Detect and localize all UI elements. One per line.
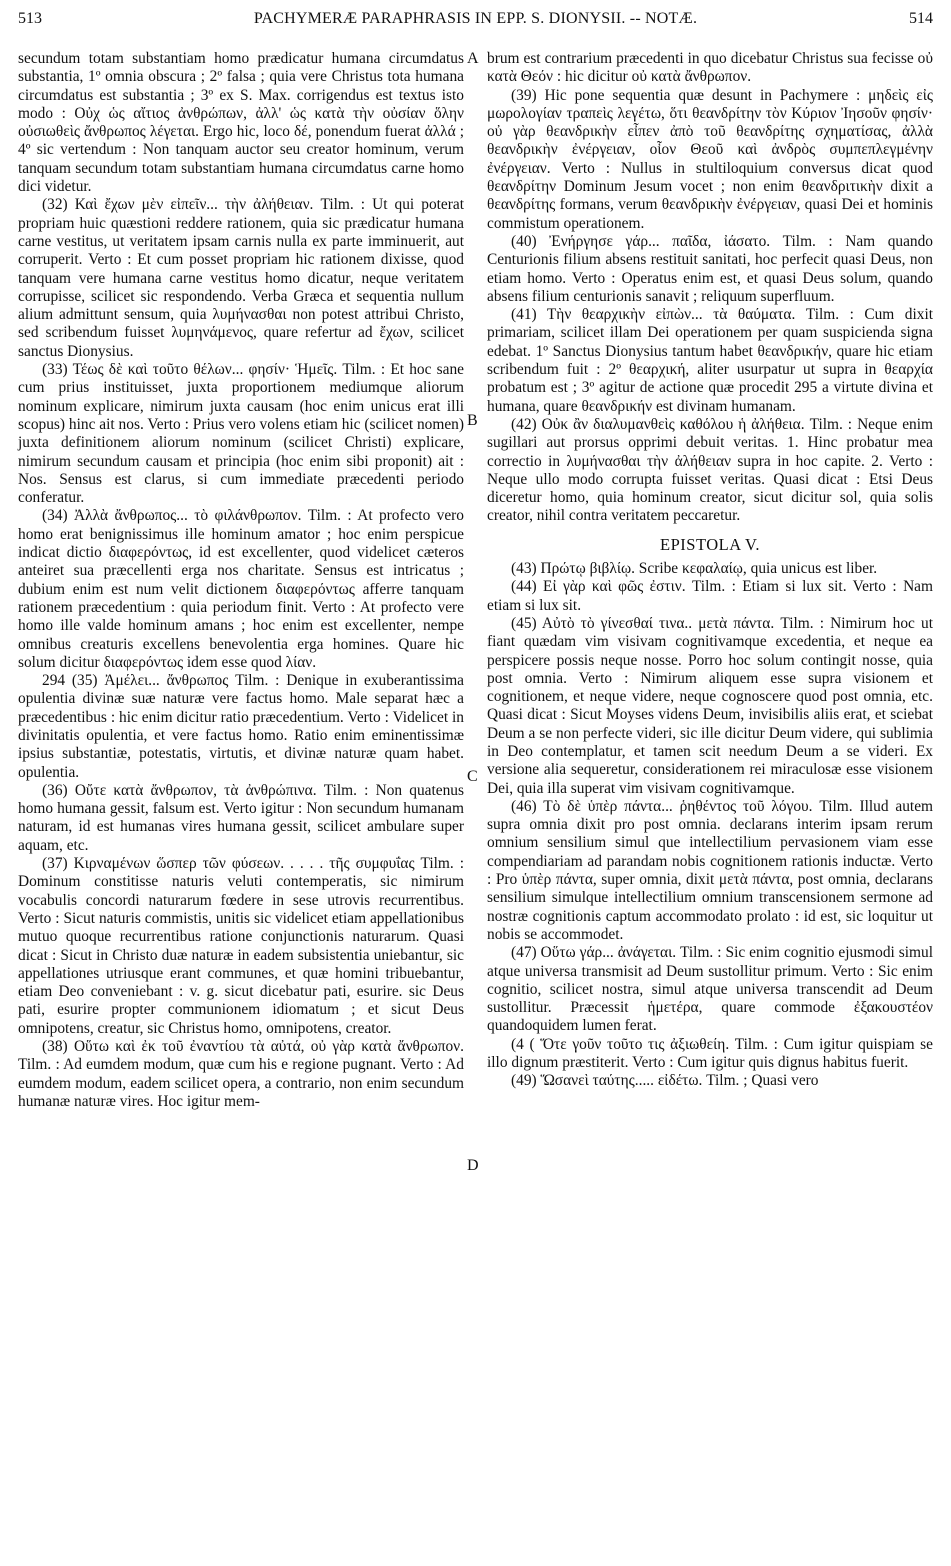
note-paragraph: (44) Εἰ γὰρ καὶ φῶς ἐστιν. Tilm. : Etiam si lux sit. Verto : Nam etiam si lux sit. bbox=[487, 578, 933, 614]
note-paragraph: (37) Κιρναμένων ὥσπερ τῶν φύσεων. . . . . τῆς συμφυΐας Tilm. : Dominum constitisse naturis veluti contemperatis, sic nimirum vocabulis concordi naturarum fœdere in sese utrovis recurrentibus. Verto : Sicut naturis commistis, unitis sic videlicet etiam appellationibus mutuo quoque recurrentibus ratione conjunctionis naturarum. Quasi dicat : Sicut in Christo duæ naturæ in eadem subsistentia uniebantur, sic appellationes utriusque erant communes, et quæ homini tribuebantur, etiam Deo conveniebant : v. g. sicut dicebatur pati, esurire. sic Deus pati, esurire propter communionem idiomatum ; et sicut Deus omnipotens, creatur, sic Christus homo, omnipotens, creator. bbox=[18, 855, 464, 1037]
note-paragraph: (39) Hic pone sequentia quæ desunt in Pachymere : μηδεὶς εἰς μωρολογίαν τραπεὶς λεγέτω, ὅτι θεανδρίτην τὸν Κύριον Ἰησοῦν φησίν· οὐ γὰρ θεανδρικὴν εἶπεν ἀπὸ τοῦ θεανδρίτης σχηματίσας, ἀλλὰ θεανδρικὴν ἐνέργειαν, οἷον Θεοῦ καὶ ἀνδρὸς συμπεπλεγμένην ἐνέργειαν. Verto : Nullus in stultiloquium conversus dicat quod θεανδρίτην Dominum Jesum vocet ; non enim θεανδριτικὴν dixit a θεανδρίτης formans, verum θεανδρικὴν ἐνέργειαν, quasi Dei et hominis commistum operationem. bbox=[487, 86, 933, 232]
note-paragraph: (47) Οὕτω γάρ... ἀνάγεται. Tilm. : Sic enim cognitio ejusmodi simul atque universa transmisit ad Deum sustollitur primum. Verto : Sic enim cognitio, scilicet nostra, simul atque universa transcendit ad Deum sustollitur. Præcessit ἡμετέρα, quare commode ἐξακουστέον quandoquidem lumen ferat. bbox=[487, 944, 933, 1035]
margin-letter-d: D bbox=[467, 1157, 479, 1174]
note-paragraph: 294 (35) Ἀμέλει... ἄνθρωπος Tilm. : Denique in exuberantissima opulentia divinæ suæ naturæ vere factus homo. Male separat hæc a præcedentibus : hic enim dicitur ratio præcedentium. Verto : Videlicet in divinitatis opulentia, et vere factus homo. Ratio enim eminentissimæ ipsius substantiæ, potestatis, virtutis, et divinæ naturæ quam habet. opulentia. bbox=[18, 672, 464, 781]
margin-letter-c: C bbox=[467, 768, 478, 785]
note-paragraph: (34) Ἀλλὰ ἄνθρωπος... τὸ φιλάνθρωπον. Tilm. : At profecto vero homo erat benignissimus ille hominum amator ; hoc enim perspicue indicat dictio διαφερόντως, id est excellenter, quod videlicet cæteros anteiret sua præcellenti erga nos charitate. Sensus est intricatus ; dubium enim est num velit dictionem διαφερόντως afferre tanquam rationem præcedentium : quia periodum finit. Verto : At profecto vere homo ille valde hominum amans ; hoc enim est excellenter, nempe omnibus creaturis excellens benevolentia erga homines. Quare hic solum dicitur διαφερόντως idem esse quod λίαν. bbox=[18, 507, 464, 671]
margin-letter-a: A bbox=[467, 50, 479, 67]
note-paragraph: (43) Πρώτῳ βιβλίῳ. Scribe κεφαλαίῳ, quia unicus est liber. bbox=[511, 560, 878, 578]
right-column bbox=[487, 50, 933, 1091]
page-number-left: 513 bbox=[18, 10, 42, 27]
running-header bbox=[16, 4, 935, 34]
margin-letter-b: B bbox=[467, 412, 478, 429]
note-paragraph: (32) Καὶ ἔχων μὲν εἰπεῖν... τὴν ἀλήθειαν. Tilm. : Ut qui poterat propriam huic quæstioni reddere rationem, quia sic prædicatur humana carne vestitus, ut veritatem ipsam carnis nulla ex parte imminuerit, aut corruperit. Verto : Et cum posset propriam hic rationem dixisse, quod tanquam vere humana carne vestitus homo dicatur, neque veritatem corrupisse, scilicet sic respondendo. Verba Græca et sequentia nullum alium admittunt sensum, quia λυμήνασθαι non potest attribui Christo, sed scribendum fuisset λυμηνάμενος, quare refertur ad ἔχων, scilicet sanctus Dionysius. bbox=[18, 196, 464, 360]
note-paragraph: (33) Τέως δὲ καὶ τοῦτο θέλων... φησίν· Ἡμεῖς. Tilm. : Et hoc sane cum prius instituisset, juxta proportionem mediumque aliorum nominum explicare, nimirum juxta causam (hoc enim unicus erat illi scopus) hinc ait nos. Verto : Prius vero volens etiam hic (scilicet nomen) juxta definitionem aliorum nominum (scilicet Christi) explicare, nimirum secundum causam et principia (hoc enim sibi proponit) ait : Nos. Sensus est clarus, si cum immediate præcedenti periodo conferatur. bbox=[18, 361, 464, 507]
note-paragraph: (40) Ἐνήργησε γάρ... παῖδα, ἰάσατο. Tilm. : Nam quando Centurionis filium absens restituit sanitati, hoc perfecit quasi Deus, non etiam homo. Verto : Operatus enim est, et quasi Deus solum, quando absens filium centurionis sanavit ; reliquum superfluum. bbox=[487, 232, 933, 305]
running-title: PACHYMERÆ PARAPHRASIS IN EPP. S. DIONYSII. -- NOTÆ. bbox=[253, 10, 698, 27]
page-number-right: 514 bbox=[909, 10, 933, 27]
continued-paragraph: secundum totam substantiam homo prædicatur humana circumdatus substantia, 1º omnia obscura ; 2º falsa ; quia vere Christus tota humana circumdatus est substantia ; 3º ex S. Max. corrigendus est textus isto modo : Οὐχ ὡς αἴτιος ἀνθρώπων, ἀλλ' ὡς κατὰ τὴν οὐσίαν ὅλην οὐσιωθεὶς ἄνθρωπος λέγεται. Ergo hic, loco δέ, ponendum fuerat ἀλλά ; 4º sic vertendum : Non tanquam auctor seu creator hominum, verum tanquam secundum totam substantiam humana circumdatus carne homo dici videtur. bbox=[18, 50, 464, 196]
left-column bbox=[18, 50, 464, 1111]
note-paragraph: (36) Οὔτε κατὰ ἄνθρωπον, τὰ ἀνθρώπινα. Tilm. : Non quatenus homo humana gessit, falsum est. Verto igitur : Non secundum humanam naturam, id est humanas vires humana gessit, scilicet ambulare super aquam, etc. bbox=[18, 781, 464, 854]
section-heading: EPISTOLA V. bbox=[660, 534, 760, 554]
note-paragraph: (38) Οὕτω καὶ ἐκ τοῦ ἐναντίου τὰ αὐτά, οὐ γὰρ κατὰ ἄνθρωπον. Tilm. : Ad eumdem modum, quæ cum his e regione pugnant. Verto : Ad eumdem modum, eadem scilicet opera, a contrario, non enim secundum humanæ naturæ vires. Hoc igitur mem- bbox=[18, 1038, 464, 1110]
note-paragraph: (42) Οὐκ ἂν διαλυμανθεὶς καθόλου ἡ ἀλήθεια. Tilm. : Neque enim sugillari aut prorsus opprimi debuit veritas. 1. Hinc probatur mea correctio in λυμήνασθαι τὴν ἀλήθειαν supra in hoc capite. 2. Verto : Neque ullo modo corrupta fuisset veritas. Quasi dicat : Etsi Deus diceretur homo, quia hominum creator, sicut dicitur sol, quia solis creator, nihil contra veritatem peccaretur. bbox=[487, 415, 933, 525]
note-paragraph: (46) Τὸ δὲ ὑπὲρ πάντα... ῥηθέντος τοῦ λόγου. Tilm. Illud autem supra omnia dixit pro post omnia. declarans interim ipsam rerum omnium sensilium simul que intellectilium pervasionem viam esse compendiariam ad parandam nobis cognitionem rationis inductæ. Verto : Pro ὑπὲρ πάντα, super omnia, dixit μετὰ πάντα, post omnia, declarans sensilium simulque intellectilium omnium transcensionem sermone ad nostræ cognitionis captum accommodato prolato : id est, sic loquitur ut nobis se accommodet. bbox=[487, 797, 933, 943]
continued-paragraph: brum est contrarium præcedenti in quo dicebatur Christus sua fecisse οὐ κατὰ Θεόν : hic dicitur οὐ κατὰ ἄνθρωπον. bbox=[487, 50, 933, 86]
note-paragraph: (4 ( Ὅτε γοῦν τοῦτο τις ἀξιωθείη. Tilm. : Cum igitur quispiam se illo dignum præstiterit. Verto : Cum igitur quis dignus habitus fuerit. bbox=[487, 1035, 933, 1072]
note-paragraph: (45) Αὐτὸ τὸ γίνεσθαί τινα.. μετὰ πάντα. Tilm. : Nimirum hoc ut fiant quædam vim visivam cognitivamque excedentia, et neque ea perspicere possis neque nosse. Porro hoc solum contingit nosse, quia post omnia. Verto : Nimirum aliquem esse supra visionem et cognitionem, et neque videre, neque cognoscere quod post omnia, etc. Quasi dicat : Sicut Moyses videns Deum, invisibilis aliis erat, et sciebat Deum a se non perfecte videri, sic ille dicitur Deum videre, qui sublimia in Deo contemplatur, et tamen scit needum Deum a se videri. Ex versione alia sequeretur, considerationem rei miraculosæ esse visionem Dei, quia illa superat vim visivam cognitivamque. bbox=[487, 614, 933, 797]
note-paragraph: (49) Ὥσανεὶ ταύτης..... εἰδέτω. Tilm. ; Quasi vero bbox=[511, 1072, 819, 1090]
note-paragraph: (41) Τὴν θεαρχικὴν εἰπὼν... τὰ θαύματα. Tilm. : Cum dixit primariam, scilicet illam Dei operationem per quam suspicienda signa edebat. 1º Sanctus Dionysius tantum habet θεανδρικήν, quare hic etiam scribendum fuit : 2º θεαρχική, aliter usurpatur ut supra in θεαρχία probatum est ; 3º agitur de actione quæ procedit 295 a virtute divina et humana, quare θεανδρικήν est divinam humanam. bbox=[487, 306, 933, 415]
